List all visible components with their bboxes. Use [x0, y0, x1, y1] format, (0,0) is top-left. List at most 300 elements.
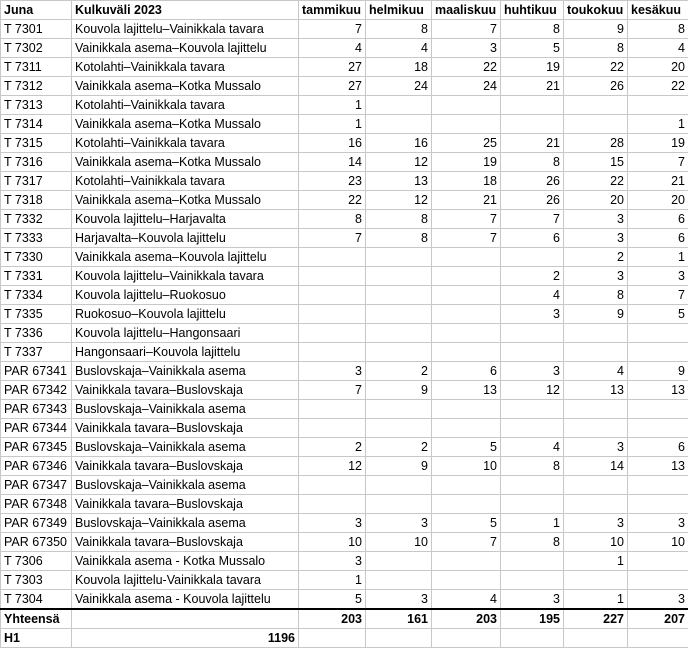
- cell-toukokuu: 3: [564, 210, 628, 229]
- cell-kesakuu: 9: [628, 362, 688, 381]
- cell-helmikuu: 24: [366, 77, 432, 96]
- cell-huhtikuu: 26: [501, 172, 564, 191]
- cell-kulkuvali: Vainikkala asema–Kotka Mussalo: [72, 191, 299, 210]
- cell-maaliskuu: [432, 400, 501, 419]
- cell-juna: T 7311: [1, 58, 72, 77]
- cell-kesakuu: [628, 96, 688, 115]
- cell-kulkuvali: Vainikkala asema–Kouvola lajittelu: [72, 248, 299, 267]
- table-row: [1, 210, 688, 229]
- cell-huhtikuu: [501, 96, 564, 115]
- cell-kulkuvali: Vainikkala tavara–Buslovskaja: [72, 419, 299, 438]
- cell-kesakuu: [628, 419, 688, 438]
- cell-maaliskuu: 4: [432, 590, 501, 610]
- table-row: [1, 590, 688, 610]
- cell-helmikuu: 8: [366, 20, 432, 39]
- cell-tammikuu: 1: [299, 96, 366, 115]
- table-row: [1, 457, 688, 476]
- cell-kulkuvali: Buslovskaja–Vainikkala asema: [72, 438, 299, 457]
- cell-kesakuu: 20: [628, 191, 688, 210]
- total-helmikuu: 161: [366, 609, 432, 629]
- cell-tammikuu: [299, 400, 366, 419]
- cell-kulkuvali: Vainikkala tavara–Buslovskaja: [72, 533, 299, 552]
- cell-helmikuu: [366, 248, 432, 267]
- cell-toukokuu: [564, 343, 628, 362]
- h1-row: [1, 629, 688, 648]
- table-row: [1, 58, 688, 77]
- cell-huhtikuu: 6: [501, 229, 564, 248]
- col-header-juna: Juna: [1, 1, 72, 20]
- cell-kesakuu: [628, 495, 688, 514]
- cell-kesakuu: 5: [628, 305, 688, 324]
- cell-juna: T 7318: [1, 191, 72, 210]
- col-header-toukokuu: toukokuu: [564, 1, 628, 20]
- col-header-huhtikuu: huhtikuu: [501, 1, 564, 20]
- cell-tammikuu: [299, 324, 366, 343]
- cell-tammikuu: [299, 476, 366, 495]
- cell-juna: T 7336: [1, 324, 72, 343]
- cell-helmikuu: [366, 571, 432, 590]
- cell-maaliskuu: [432, 96, 501, 115]
- cell-kulkuvali: Buslovskaja–Vainikkala asema: [72, 400, 299, 419]
- cell-huhtikuu: 8: [501, 533, 564, 552]
- col-header-kesakuu: kesäkuu: [628, 1, 688, 20]
- cell-toukokuu: 4: [564, 362, 628, 381]
- cell-huhtikuu: 3: [501, 590, 564, 610]
- cell-tammikuu: 7: [299, 229, 366, 248]
- cell-kesakuu: 13: [628, 457, 688, 476]
- cell-tammikuu: 22: [299, 191, 366, 210]
- cell-juna: T 7332: [1, 210, 72, 229]
- cell-toukokuu: [564, 571, 628, 590]
- cell-juna: T 7337: [1, 343, 72, 362]
- cell-kulkuvali: Buslovskaja–Vainikkala asema: [72, 476, 299, 495]
- cell-helmikuu: 2: [366, 362, 432, 381]
- total-huhtikuu: 195: [501, 609, 564, 629]
- cell-juna: T 7317: [1, 172, 72, 191]
- total-kesakuu: 207: [628, 609, 688, 629]
- cell-tammikuu: 1: [299, 571, 366, 590]
- table-row: [1, 419, 688, 438]
- cell-tammikuu: 7: [299, 381, 366, 400]
- cell-huhtikuu: 21: [501, 77, 564, 96]
- cell-huhtikuu: [501, 343, 564, 362]
- cell-toukokuu: [564, 495, 628, 514]
- cell-toukokuu: 28: [564, 134, 628, 153]
- cell-juna: T 7333: [1, 229, 72, 248]
- table-row: [1, 438, 688, 457]
- cell-maaliskuu: 22: [432, 58, 501, 77]
- col-header-tammikuu: tammikuu: [299, 1, 366, 20]
- cell-helmikuu: [366, 343, 432, 362]
- cell-maaliskuu: 5: [432, 514, 501, 533]
- cell-helmikuu: [366, 305, 432, 324]
- cell-tammikuu: 3: [299, 514, 366, 533]
- cell-helmikuu: 8: [366, 229, 432, 248]
- cell-kulkuvali: Kouvola lajittelu–Ruokosuo: [72, 286, 299, 305]
- table-row: [1, 476, 688, 495]
- cell-kulkuvali: Vainikkala asema–Kotka Mussalo: [72, 77, 299, 96]
- cell-kesakuu: 6: [628, 210, 688, 229]
- cell-juna: T 7313: [1, 96, 72, 115]
- h1-label: H1: [1, 629, 72, 648]
- cell-kesakuu: 3: [628, 267, 688, 286]
- h1-value: 1196: [72, 629, 299, 648]
- table-row: [1, 381, 688, 400]
- cell-maaliskuu: 7: [432, 533, 501, 552]
- total-empty-cell: [72, 609, 299, 629]
- cell-juna: T 7316: [1, 153, 72, 172]
- table-row: [1, 267, 688, 286]
- cell-kulkuvali: Buslovskaja–Vainikkala asema: [72, 362, 299, 381]
- cell-maaliskuu: [432, 115, 501, 134]
- cell-toukokuu: 14: [564, 457, 628, 476]
- cell-kesakuu: 4: [628, 39, 688, 58]
- cell-kesakuu: 6: [628, 229, 688, 248]
- cell-maaliskuu: 25: [432, 134, 501, 153]
- cell-juna: T 7314: [1, 115, 72, 134]
- cell-juna: T 7301: [1, 20, 72, 39]
- cell-maaliskuu: [432, 571, 501, 590]
- cell-maaliskuu: 3: [432, 39, 501, 58]
- table-row: [1, 514, 688, 533]
- cell-toukokuu: [564, 324, 628, 343]
- cell-huhtikuu: 19: [501, 58, 564, 77]
- h1-empty-cell: [432, 629, 501, 648]
- cell-kulkuvali: Vainikkala asema - Kotka Mussalo: [72, 552, 299, 571]
- table-row: [1, 115, 688, 134]
- cell-huhtikuu: 4: [501, 286, 564, 305]
- cell-maaliskuu: 7: [432, 20, 501, 39]
- cell-kesakuu: [628, 324, 688, 343]
- h1-empty-cell: [628, 629, 688, 648]
- cell-kesakuu: 21: [628, 172, 688, 191]
- cell-kulkuvali: Kotolahti–Vainikkala tavara: [72, 172, 299, 191]
- cell-toukokuu: [564, 400, 628, 419]
- cell-kesakuu: 20: [628, 58, 688, 77]
- cell-kesakuu: 7: [628, 286, 688, 305]
- cell-toukokuu: 3: [564, 267, 628, 286]
- total-toukokuu: 227: [564, 609, 628, 629]
- cell-kesakuu: 13: [628, 381, 688, 400]
- cell-helmikuu: 8: [366, 210, 432, 229]
- cell-juna: PAR 67348: [1, 495, 72, 514]
- cell-kulkuvali: Kotolahti–Vainikkala tavara: [72, 58, 299, 77]
- col-header-maaliskuu: maaliskuu: [432, 1, 501, 20]
- cell-maaliskuu: [432, 267, 501, 286]
- h1-empty-cell: [299, 629, 366, 648]
- cell-juna: T 7312: [1, 77, 72, 96]
- cell-juna: PAR 67341: [1, 362, 72, 381]
- cell-tammikuu: [299, 286, 366, 305]
- cell-helmikuu: [366, 324, 432, 343]
- cell-tammikuu: [299, 495, 366, 514]
- cell-kesakuu: 1: [628, 115, 688, 134]
- cell-toukokuu: 3: [564, 514, 628, 533]
- cell-kesakuu: 3: [628, 590, 688, 610]
- total-row: [1, 609, 688, 629]
- cell-helmikuu: 2: [366, 438, 432, 457]
- cell-kulkuvali: Vainikkala asema–Kotka Mussalo: [72, 153, 299, 172]
- cell-tammikuu: [299, 248, 366, 267]
- cell-juna: PAR 67346: [1, 457, 72, 476]
- cell-toukokuu: 13: [564, 381, 628, 400]
- cell-maaliskuu: [432, 286, 501, 305]
- cell-maaliskuu: 24: [432, 77, 501, 96]
- cell-juna: PAR 67349: [1, 514, 72, 533]
- cell-helmikuu: 9: [366, 381, 432, 400]
- cell-kesakuu: 3: [628, 514, 688, 533]
- cell-juna: PAR 67344: [1, 419, 72, 438]
- table-row: [1, 96, 688, 115]
- cell-huhtikuu: [501, 248, 564, 267]
- cell-helmikuu: 3: [366, 514, 432, 533]
- cell-toukokuu: 1: [564, 590, 628, 610]
- cell-maaliskuu: 18: [432, 172, 501, 191]
- cell-tammikuu: [299, 419, 366, 438]
- cell-huhtikuu: 8: [501, 153, 564, 172]
- cell-tammikuu: 7: [299, 20, 366, 39]
- cell-kulkuvali: Buslovskaja–Vainikkala asema: [72, 514, 299, 533]
- table-body: [1, 20, 688, 610]
- cell-tammikuu: 1: [299, 115, 366, 134]
- cell-helmikuu: [366, 267, 432, 286]
- cell-kulkuvali: Kotolahti–Vainikkala tavara: [72, 96, 299, 115]
- cell-toukokuu: 3: [564, 229, 628, 248]
- cell-helmikuu: [366, 400, 432, 419]
- table-row: [1, 343, 688, 362]
- cell-juna: T 7334: [1, 286, 72, 305]
- table-row: [1, 77, 688, 96]
- cell-toukokuu: 20: [564, 191, 628, 210]
- cell-tammikuu: 4: [299, 39, 366, 58]
- cell-huhtikuu: 5: [501, 39, 564, 58]
- cell-helmikuu: 3: [366, 590, 432, 610]
- total-maaliskuu: 203: [432, 609, 501, 629]
- cell-kulkuvali: Vainikkala tavara–Buslovskaja: [72, 381, 299, 400]
- cell-kesakuu: 1: [628, 248, 688, 267]
- cell-toukokuu: [564, 419, 628, 438]
- cell-toukokuu: [564, 115, 628, 134]
- cell-toukokuu: 1: [564, 552, 628, 571]
- cell-kulkuvali: Kouvola lajittelu–Vainikkala tavara: [72, 20, 299, 39]
- cell-helmikuu: 9: [366, 457, 432, 476]
- cell-maaliskuu: [432, 324, 501, 343]
- cell-tammikuu: 3: [299, 552, 366, 571]
- cell-tammikuu: 12: [299, 457, 366, 476]
- cell-toukokuu: 22: [564, 58, 628, 77]
- cell-kesakuu: [628, 400, 688, 419]
- cell-huhtikuu: [501, 552, 564, 571]
- table-row: [1, 134, 688, 153]
- cell-helmikuu: [366, 96, 432, 115]
- table-row: [1, 191, 688, 210]
- cell-kulkuvali: Vainikkala asema–Kouvola lajittelu: [72, 39, 299, 58]
- cell-maaliskuu: [432, 343, 501, 362]
- cell-kesakuu: [628, 571, 688, 590]
- cell-maaliskuu: 13: [432, 381, 501, 400]
- cell-huhtikuu: 1: [501, 514, 564, 533]
- table-row: [1, 552, 688, 571]
- header-row: [1, 1, 688, 20]
- cell-huhtikuu: 8: [501, 457, 564, 476]
- cell-toukokuu: 8: [564, 39, 628, 58]
- cell-helmikuu: [366, 115, 432, 134]
- table-row: [1, 172, 688, 191]
- table-row: [1, 20, 688, 39]
- table-row: [1, 324, 688, 343]
- cell-helmikuu: [366, 495, 432, 514]
- cell-tammikuu: 8: [299, 210, 366, 229]
- table-row: [1, 533, 688, 552]
- cell-huhtikuu: [501, 476, 564, 495]
- cell-huhtikuu: 4: [501, 438, 564, 457]
- cell-kesakuu: 7: [628, 153, 688, 172]
- cell-maaliskuu: [432, 552, 501, 571]
- cell-toukokuu: 9: [564, 20, 628, 39]
- cell-toukokuu: 3: [564, 438, 628, 457]
- cell-helmikuu: 10: [366, 533, 432, 552]
- cell-kulkuvali: Kouvola lajittelu–Harjavalta: [72, 210, 299, 229]
- total-label: Yhteensä: [1, 609, 72, 629]
- cell-tammikuu: [299, 343, 366, 362]
- table-row: [1, 305, 688, 324]
- cell-tammikuu: 5: [299, 590, 366, 610]
- cell-kulkuvali: Vainikkala tavara–Buslovskaja: [72, 495, 299, 514]
- cell-maaliskuu: 7: [432, 210, 501, 229]
- cell-tammikuu: [299, 305, 366, 324]
- cell-toukokuu: 22: [564, 172, 628, 191]
- cell-kesakuu: 22: [628, 77, 688, 96]
- cell-toukokuu: 26: [564, 77, 628, 96]
- cell-kulkuvali: Kouvola lajittelu-Vainikkala tavara: [72, 571, 299, 590]
- cell-kulkuvali: Kouvola lajittelu–Hangonsaari: [72, 324, 299, 343]
- h1-empty-cell: [366, 629, 432, 648]
- cell-helmikuu: 13: [366, 172, 432, 191]
- cell-huhtikuu: 12: [501, 381, 564, 400]
- cell-helmikuu: [366, 476, 432, 495]
- cell-maaliskuu: [432, 476, 501, 495]
- cell-juna: T 7331: [1, 267, 72, 286]
- cell-kulkuvali: Ruokosuo–Kouvola lajittelu: [72, 305, 299, 324]
- cell-juna: T 7330: [1, 248, 72, 267]
- cell-tammikuu: 16: [299, 134, 366, 153]
- cell-juna: T 7304: [1, 590, 72, 610]
- cell-kesakuu: [628, 476, 688, 495]
- cell-huhtikuu: 2: [501, 267, 564, 286]
- cell-toukokuu: 2: [564, 248, 628, 267]
- table-row: [1, 229, 688, 248]
- cell-helmikuu: [366, 286, 432, 305]
- cell-juna: T 7315: [1, 134, 72, 153]
- cell-juna: PAR 67345: [1, 438, 72, 457]
- cell-tammikuu: [299, 267, 366, 286]
- cell-huhtikuu: 8: [501, 20, 564, 39]
- total-tammikuu: 203: [299, 609, 366, 629]
- table-row: [1, 286, 688, 305]
- cell-huhtikuu: [501, 571, 564, 590]
- cell-juna: T 7306: [1, 552, 72, 571]
- cell-huhtikuu: 21: [501, 134, 564, 153]
- cell-helmikuu: 16: [366, 134, 432, 153]
- cell-maaliskuu: 6: [432, 362, 501, 381]
- cell-maaliskuu: [432, 305, 501, 324]
- cell-juna: T 7303: [1, 571, 72, 590]
- cell-tammikuu: 14: [299, 153, 366, 172]
- cell-toukokuu: [564, 476, 628, 495]
- cell-tammikuu: 2: [299, 438, 366, 457]
- cell-helmikuu: 12: [366, 191, 432, 210]
- cell-helmikuu: 18: [366, 58, 432, 77]
- cell-huhtikuu: 3: [501, 305, 564, 324]
- cell-huhtikuu: 3: [501, 362, 564, 381]
- cell-maaliskuu: 10: [432, 457, 501, 476]
- cell-kulkuvali: Harjavalta–Kouvola lajittelu: [72, 229, 299, 248]
- cell-toukokuu: 15: [564, 153, 628, 172]
- cell-kesakuu: 8: [628, 20, 688, 39]
- cell-kesakuu: 19: [628, 134, 688, 153]
- table-row: [1, 495, 688, 514]
- cell-maaliskuu: [432, 495, 501, 514]
- table-row: [1, 39, 688, 58]
- cell-huhtikuu: 26: [501, 191, 564, 210]
- cell-huhtikuu: [501, 419, 564, 438]
- cell-helmikuu: [366, 552, 432, 571]
- cell-helmikuu: [366, 419, 432, 438]
- cell-kulkuvali: Vainikkala asema–Kotka Mussalo: [72, 115, 299, 134]
- cell-juna: T 7335: [1, 305, 72, 324]
- cell-toukokuu: [564, 96, 628, 115]
- cell-juna: PAR 67347: [1, 476, 72, 495]
- cell-kulkuvali: Kotolahti–Vainikkala tavara: [72, 134, 299, 153]
- cell-juna: PAR 67350: [1, 533, 72, 552]
- cell-maaliskuu: 21: [432, 191, 501, 210]
- cell-huhtikuu: [501, 495, 564, 514]
- cell-huhtikuu: 7: [501, 210, 564, 229]
- cell-tammikuu: 27: [299, 58, 366, 77]
- cell-helmikuu: 4: [366, 39, 432, 58]
- cell-kulkuvali: Hangonsaari–Kouvola lajittelu: [72, 343, 299, 362]
- cell-juna: PAR 67342: [1, 381, 72, 400]
- table-row: [1, 400, 688, 419]
- cell-maaliskuu: 5: [432, 438, 501, 457]
- cell-huhtikuu: [501, 115, 564, 134]
- cell-kulkuvali: Kouvola lajittelu–Vainikkala tavara: [72, 267, 299, 286]
- cell-toukokuu: 9: [564, 305, 628, 324]
- cell-maaliskuu: 19: [432, 153, 501, 172]
- cell-tammikuu: 3: [299, 362, 366, 381]
- h1-empty-cell: [564, 629, 628, 648]
- cell-tammikuu: 27: [299, 77, 366, 96]
- h1-empty-cell: [501, 629, 564, 648]
- table-row: [1, 362, 688, 381]
- cell-maaliskuu: [432, 419, 501, 438]
- cell-juna: T 7302: [1, 39, 72, 58]
- cell-maaliskuu: 7: [432, 229, 501, 248]
- cell-huhtikuu: [501, 400, 564, 419]
- cell-kesakuu: 6: [628, 438, 688, 457]
- table-row: [1, 153, 688, 172]
- cell-toukokuu: 8: [564, 286, 628, 305]
- cell-maaliskuu: [432, 248, 501, 267]
- cell-juna: PAR 67343: [1, 400, 72, 419]
- cell-helmikuu: 12: [366, 153, 432, 172]
- col-header-kulkuvali: Kulkuväli 2023: [72, 1, 299, 20]
- cell-kesakuu: [628, 343, 688, 362]
- col-header-helmikuu: helmikuu: [366, 1, 432, 20]
- cell-tammikuu: 10: [299, 533, 366, 552]
- cell-kulkuvali: Vainikkala asema - Kouvola lajittelu: [72, 590, 299, 610]
- cell-kesakuu: 10: [628, 533, 688, 552]
